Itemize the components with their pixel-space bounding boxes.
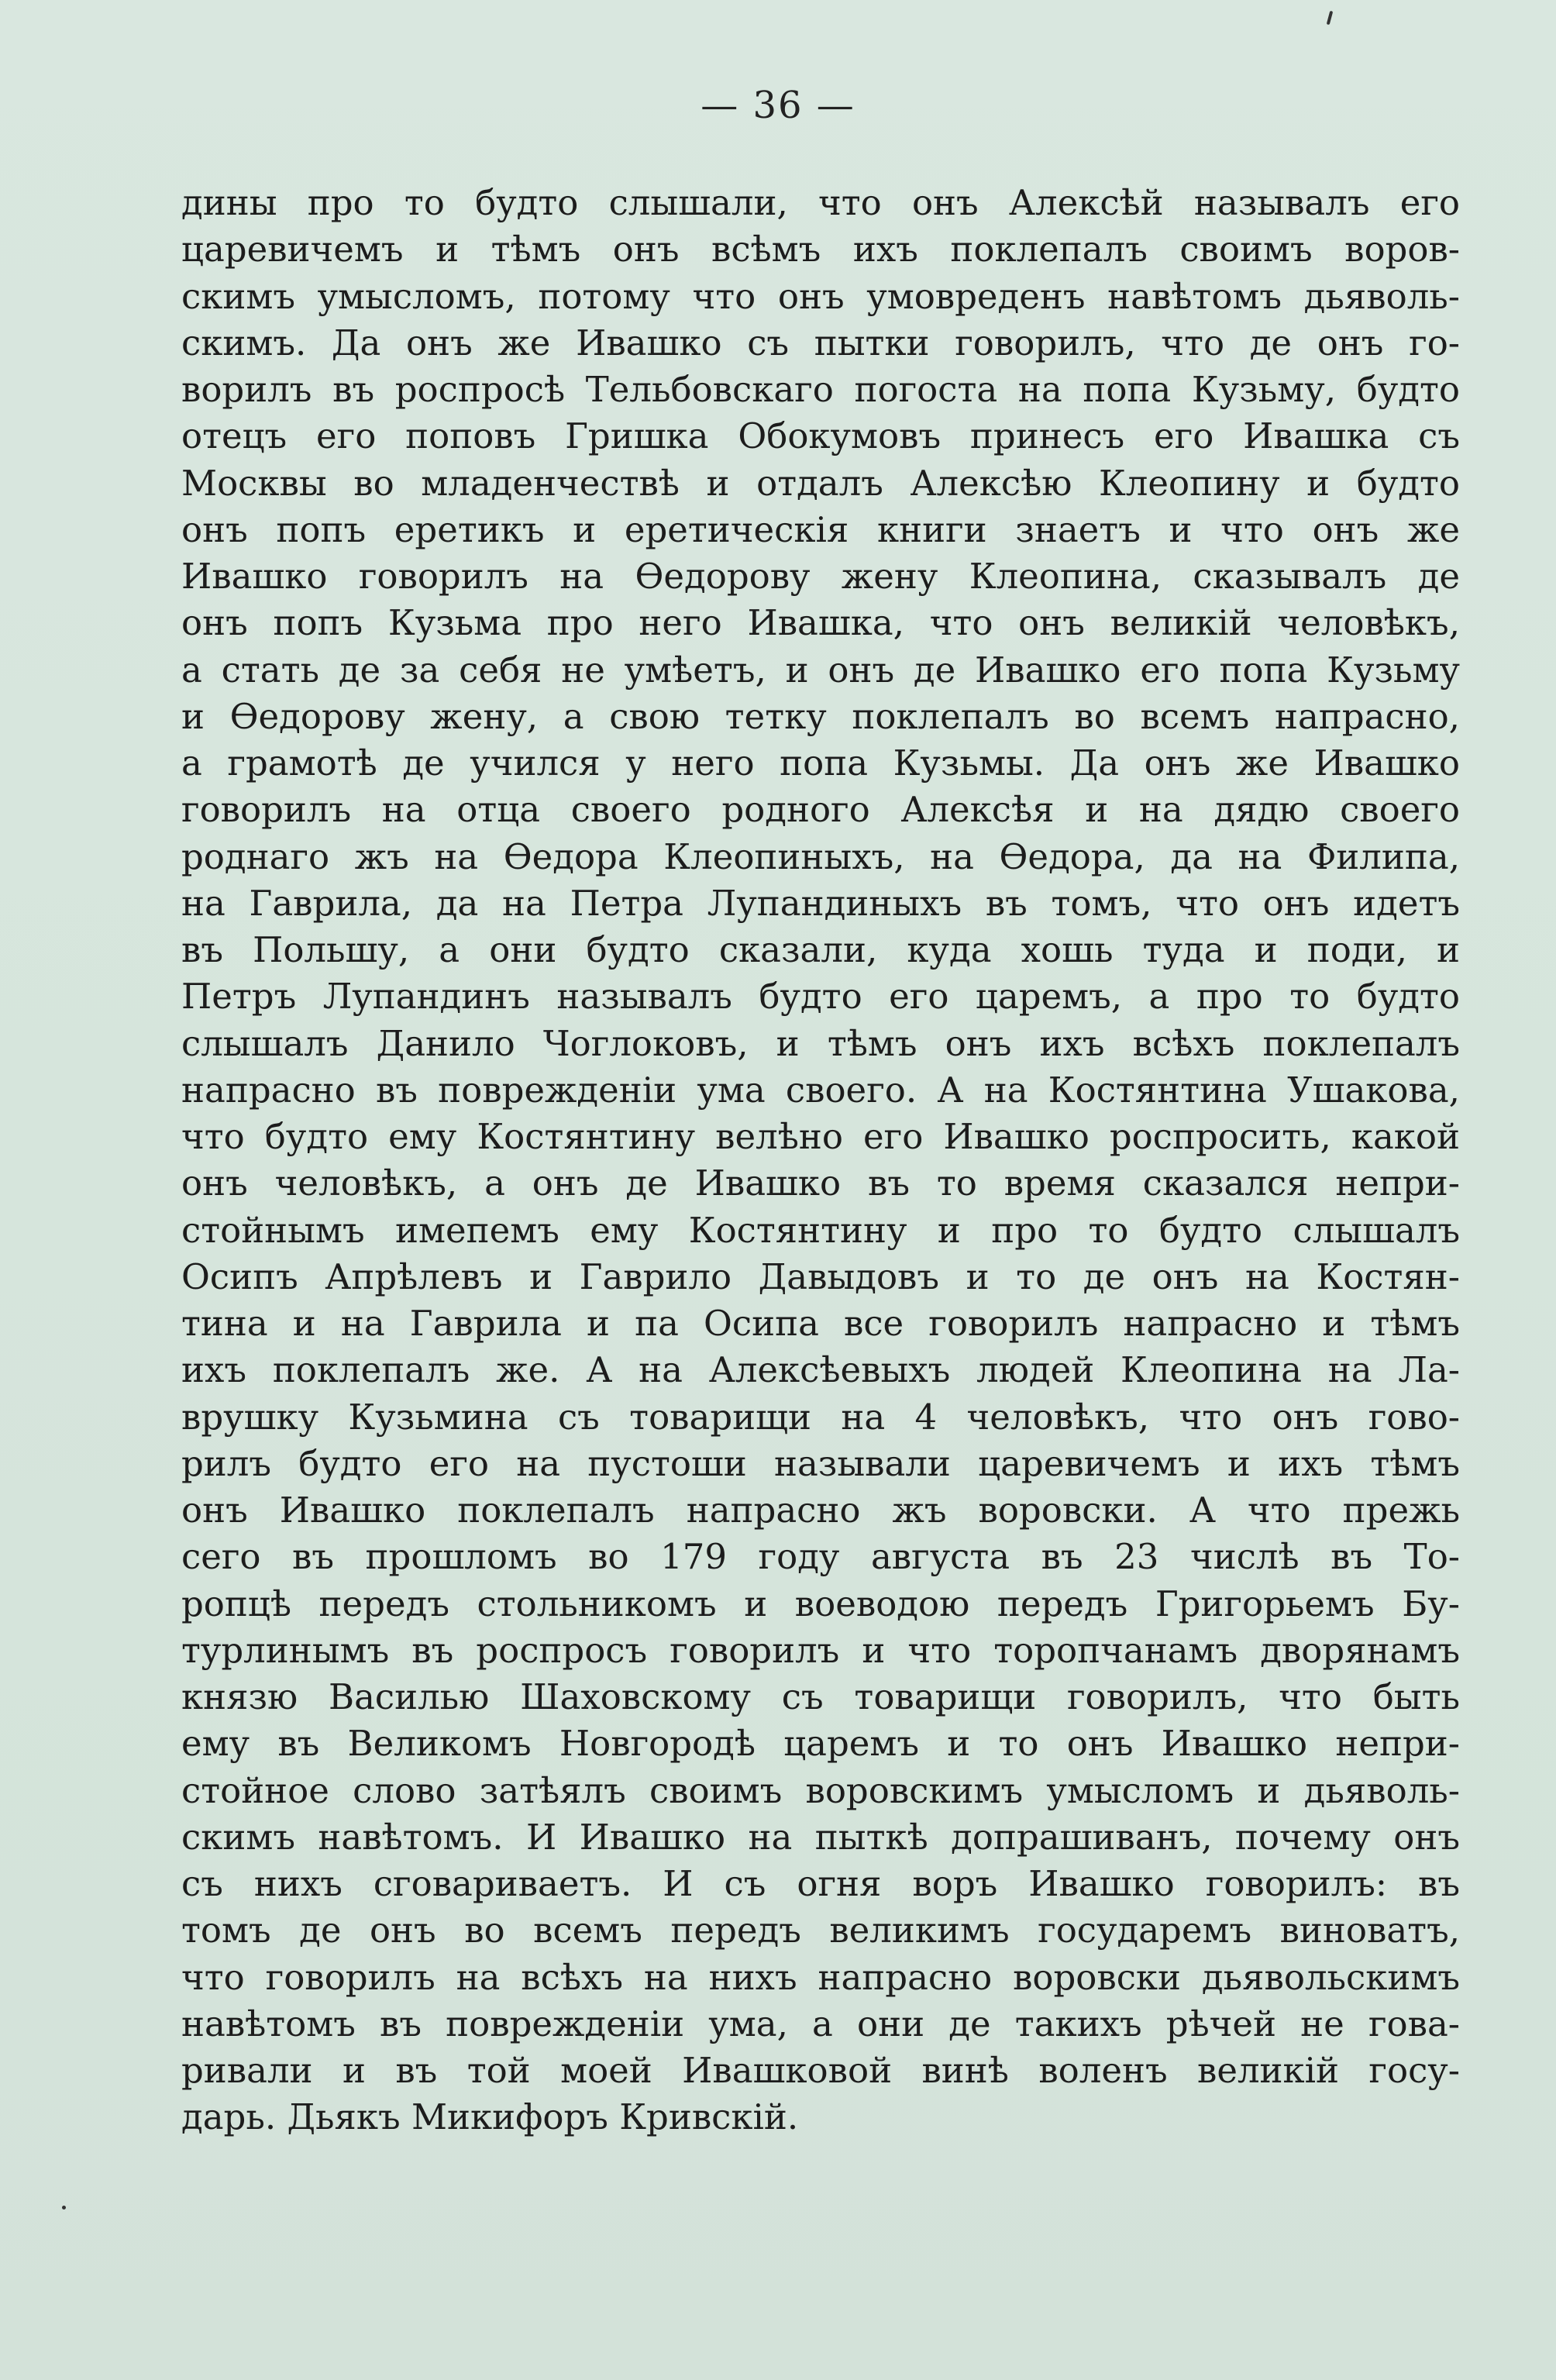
- text-line: напрасно въ поврежденіи ума своего. А на Костянтина Ушакова,: [181, 1069, 1460, 1111]
- text-line: царевичемъ и тѣмъ онъ всѣмъ ихъ поклепалъ своимъ воров-: [181, 229, 1460, 270]
- text-line: говорилъ на отца своего родного Алексѣя и на дядю своего: [181, 789, 1460, 831]
- text-line: отецъ его поповъ Гришка Обокумовъ принесъ его Ивашка съ: [181, 415, 1460, 457]
- text-line: скимъ. Да онъ же Ивашко съ пытки говорилъ, что де онъ го-: [181, 322, 1460, 363]
- text-line: Ивашко говорилъ на Ѳедорову жену Клеопина, сказывалъ де: [181, 556, 1460, 597]
- text-line: въ Польшу, а они будто сказали, куда хошь туда и поди, и: [181, 929, 1460, 970]
- text-line: скимъ умысломъ, потому что онъ умовреденъ навѣтомъ дьяволь-: [181, 275, 1460, 317]
- text-line: ему въ Великомъ Новгородѣ царемъ и то онъ Ивашко непри-: [181, 1723, 1460, 1765]
- text-line: Осипъ Апрѣлевъ и Гаврило Давыдовъ и то де онъ на Костян-: [181, 1255, 1460, 1297]
- page-number: — 36 —: [701, 84, 855, 127]
- body-text: [181, 180, 1460, 2141]
- text-line: онъ попъ Кузьма про него Ивашка, что онъ великій человѣкъ,: [181, 602, 1460, 644]
- text-line: стойнымъ имепемъ ему Костянтину и про то будто слышалъ: [181, 1209, 1460, 1251]
- text-line: слышалъ Данило Чоглоковъ, и тѣмъ онъ ихъ всѣхъ поклепалъ: [181, 1022, 1460, 1064]
- text-line: онъ человѣкъ, а онъ де Ивашко въ то время сказался непри-: [181, 1162, 1460, 1204]
- text-line: скимъ навѣтомъ. И Ивашко на пыткѣ допрашиванъ, почему онъ: [181, 1816, 1460, 1858]
- text-line: съ нихъ сговариваетъ. И съ огня воръ Ивашко говорилъ: въ: [181, 1863, 1460, 1904]
- print-speck: [1327, 11, 1334, 25]
- text-line: навѣтомъ въ поврежденіи ума, а они де такихъ рѣчей не гова-: [181, 2003, 1460, 2044]
- text-line: что будто ему Костянтину велѣно его Ивашко роспросить, какой: [181, 1116, 1460, 1157]
- text-line: рилъ будто его на пустоши называли царевичемъ и ихъ тѣмъ: [181, 1442, 1460, 1484]
- text-line: а грамотѣ де учился у него попа Кузьмы. Да онъ же Ивашко: [181, 742, 1460, 784]
- text-line: томъ де онъ во всемъ передъ великимъ государемъ виноватъ,: [181, 1910, 1460, 1951]
- text-line: тина и на Гаврила и па Осипа все говорилъ напрасно и тѣмъ: [181, 1303, 1460, 1344]
- text-line: ропцѣ передъ стольникомъ и воеводою передъ Григорьемъ Бу-: [181, 1583, 1460, 1624]
- text-line: что говорилъ на всѣхъ на нихъ напрасно воровски дьявольскимъ: [181, 1956, 1460, 1998]
- text-line: ворилъ въ роспросѣ Тельбовскаго погоста на попа Кузьму, будто: [181, 369, 1460, 410]
- text-line: и Ѳедорову жену, а свою тетку поклепалъ во всемъ напрасно,: [181, 695, 1460, 737]
- text-line: роднаго жъ на Ѳедора Клеопиныхъ, на Ѳедора, да на Филипа,: [181, 835, 1460, 877]
- text-line: стойное слово затѣялъ своимъ воровскимъ умысломъ и дьяволь-: [181, 1769, 1460, 1811]
- text-line: Петръ Лупандинъ называлъ будто его царемъ, а про то будто: [181, 976, 1460, 1018]
- print-speck: [62, 2206, 66, 2210]
- text-line: князю Василью Шаховскому съ товарищи говорилъ, что быть: [181, 1676, 1460, 1717]
- text-line: сего въ прошломъ во 179 году августа въ 23 числѣ въ То-: [181, 1536, 1460, 1578]
- text-line: а стать де за себя не умѣетъ, и онъ де Ивашко его попа Кузьму: [181, 649, 1460, 691]
- text-line: ихъ поклепалъ же. А на Алексѣевыхъ людей Клеопина на Ла-: [181, 1349, 1460, 1391]
- text-line: онъ Ивашко поклепалъ напрасно жъ воровски. А что прежь: [181, 1490, 1460, 1531]
- text-line: на Гаврила, да на Петра Лупандиныхъ въ томъ, что онъ идетъ: [181, 882, 1460, 924]
- text-line: турлинымъ въ роспросъ говорилъ и что торопчанамъ дворянамъ: [181, 1629, 1460, 1671]
- text-line: ривали и въ той моей Ивашковой винѣ воленъ великій госу-: [181, 2050, 1460, 2091]
- text-line: дарь. Дьякъ Микифоръ Кривскій.: [181, 2096, 799, 2138]
- text-line: врушку Кузьмина съ товарищи на 4 человѣкъ, что онъ гово-: [181, 1396, 1460, 1438]
- text-line: Москвы во младенчествѣ и отдалъ Алексѣю Клеопину и будто: [181, 462, 1460, 504]
- text-line: дины про то будто слышали, что онъ Алексѣй называлъ его: [181, 182, 1460, 223]
- text-line: онъ попъ еретикъ и еретическія книги знаетъ и что онъ же: [181, 508, 1460, 550]
